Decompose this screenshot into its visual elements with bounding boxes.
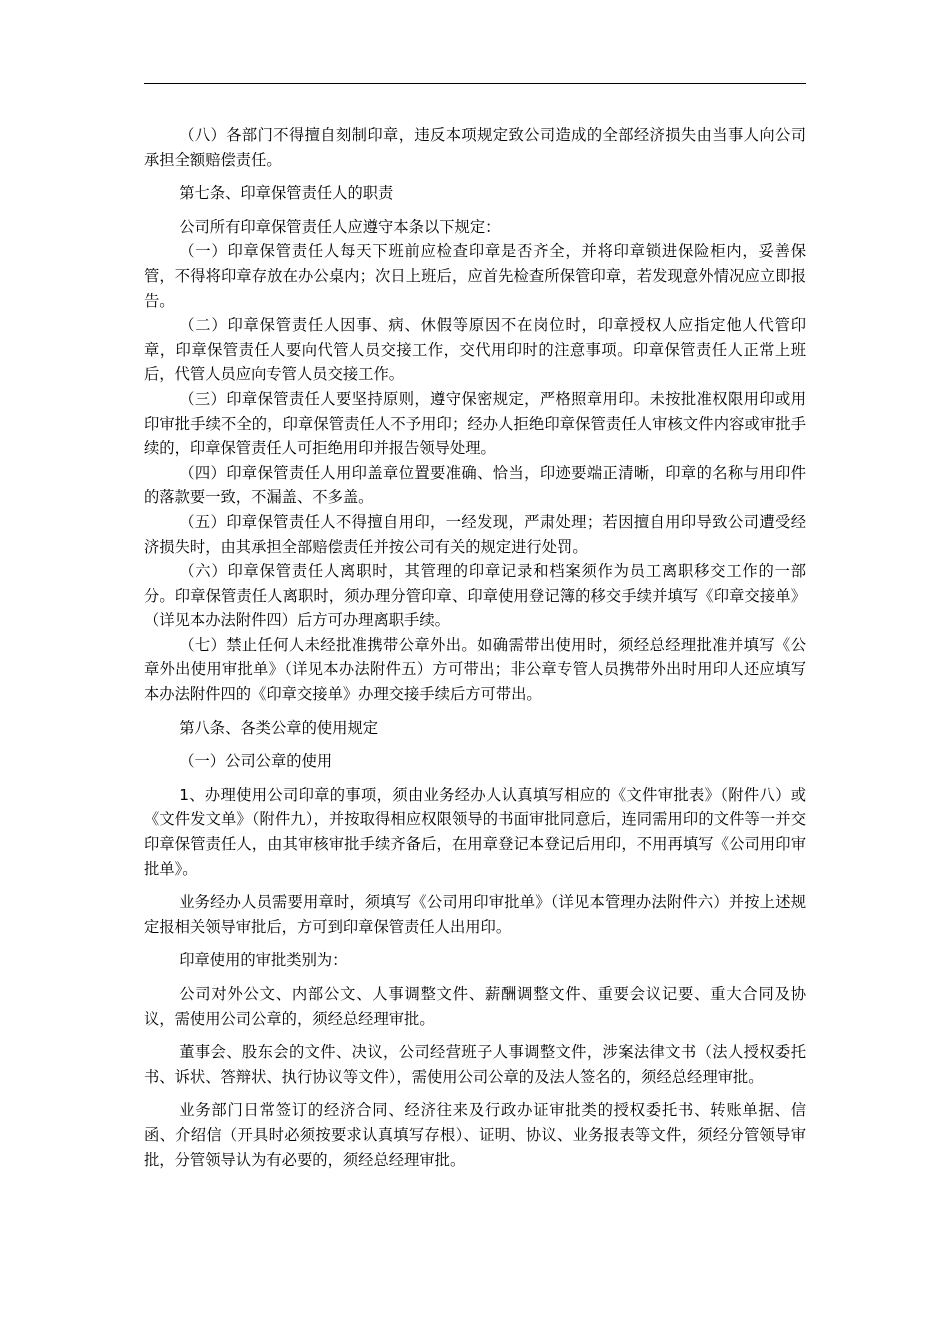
approval-category-1: 公司对外公文、内部公文、人事调整文件、薪酬调整文件、重要会议记要、重大合同及协议，需使用公司公章的，须经总经理审批。 — [144, 985, 806, 1028]
approval-category-2: 董事会、股东会的文件、决议，公司经营班子人事调整文件，涉案法律文书（法人授权委托书、诉状、答辩状、执行协议等文件），需使用公司公章的及法人签名的，须经总经理审批。 — [144, 1043, 806, 1086]
paragraph-item-8: （八）各部门不得擅自刻制印章，违反本项规定致公司造成的全部经济损失由当事人向公司承担全额赔偿责任。 — [144, 126, 806, 169]
article-7-clause-5: （五）印章保管责任人不得擅自用印，一经发现，严肃处理；若因擅自用印导致公司遭受经济损失时，由其承担全部赔偿责任并按公司有关的规定进行处罚。 — [144, 512, 806, 556]
header-rule — [144, 83, 806, 84]
article-7-clause-1: （一）印章保管责任人每天下班前应检查印章是否齐全，并将印章锁进保险柜内，妥善保管，不得将印章存放在办公桌内；次日上班后，应首先检查所保管印章，若发现意外情况应立即报告。 — [144, 242, 806, 310]
article-7-clause-3: （三）印章保管责任人要坚持原则，遵守保密规定，严格照章用印。未按批准权限用印或用印审批手续不全的，印章保管责任人不予用印；经办人拒绝印章保管责任人审核文件内容或审批手续的，印章保管责任人可拒绝用印并报告领导处理。 — [144, 389, 806, 458]
article-7-heading: 第七条、印章保管责任人的职责 — [179, 184, 394, 203]
article-7-clause-4: （四）印章保管责任人用印盖章位置要准确、恰当，印迹要端正清晰，印章的名称与用印件的落款要一致，不漏盖、不多盖。 — [144, 463, 806, 507]
article-8-paragraph: 业务经办人员需要用章时，须填写《公司用印审批单》（详见本管理办法附件六）并按上述规定报相关领导审批后，方可到印章保管责任人出用印。 — [144, 893, 806, 936]
article-7-clause-2: （二）印章保管责任人因事、病、休假等原因不在岗位时，印章授权人应指定他人代管印章，印章保管责任人要向代管人员交接工作，交代用印时的注意事项。印章保管责任人正常上班后，代管人员应向专管人员交接工作。 — [144, 316, 806, 384]
article-7-intro: 公司所有印章保管责任人应遵守本条以下规定： — [179, 217, 501, 236]
article-8-heading: 第八条、各类公章的使用规定 — [179, 718, 379, 737]
article-8-item-1: 1、办理使用公司印章的事项，须由业务经办人认真填写相应的《文件审批表》（附件八）或《文件发文单》（附件九），并按取得相应权限领导的书面审批同意后，连同需用印的文件等一并交印章保管责任人，由其审核审批手续齐备后，在用章登记本登记后用印，不用再填写《公司用印审批单》。 — [144, 785, 806, 878]
approval-categories-heading: 印章使用的审批类别为： — [179, 951, 348, 970]
article-8-section-1: （一）公司公章的使用 — [179, 752, 333, 771]
document-body — [144, 123, 806, 1172]
article-7-clause-6: （六）印章保管责任人离职时，其管理的印章记录和档案须作为员工离职移交工作的一部分。印章保管责任人离职时，须办理分管印章、印章使用登记簿的移交手续并填写《印章交接单》（详见本办法附件四）后方可办理离职手续。 — [144, 562, 806, 630]
approval-category-3: 业务部门日常签订的经济合同、经济往来及行政办证审批类的授权委托书、转账单据、信函、介绍信（开具时必须按要求认真填写存根）、证明、协议、业务报表等文件，须经分管领导审批，分管领导认为有必要的，须经总经理审批。 — [144, 1101, 806, 1169]
article-7-clause-7: （七）禁止任何人未经批准携带公章外出。如确需带出使用时，须经总经理批准并填写《公章外出使用审批单》（详见本办法附件五）方可带出；非公章专管人员携带外出时用印人还应填写本办法附件四的《印章交接单》办理交接手续后方可带出。 — [144, 635, 806, 704]
